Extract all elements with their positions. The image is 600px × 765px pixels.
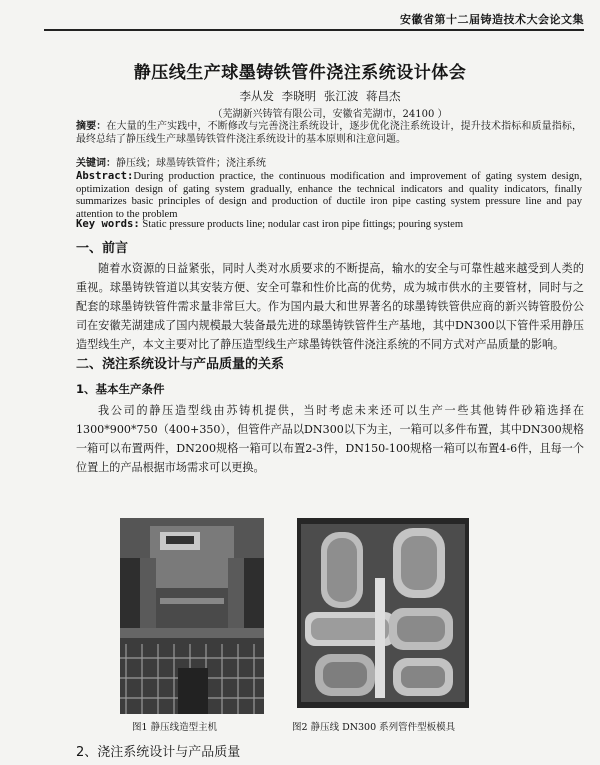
subsection-heading-gating-quality: 2、浇注系统设计与产品质量 — [76, 745, 241, 760]
header-rule — [44, 29, 584, 31]
keywords-cn-text: 静压线；球墨铸铁管件；浇注系统 — [116, 158, 266, 169]
affiliation: （芜湖新兴铸管有限公司，安徽省芜湖市，24100 ） — [212, 109, 448, 120]
keywords-en — [76, 218, 582, 232]
figure-1-caption: 图1 静压线造型主机 — [132, 722, 218, 733]
abstract-en — [76, 170, 582, 221]
basic-conditions-paragraph: 我公司的静压造型线由苏铸机提供，当时考虑未来还可以生产一些其他铸件砂箱选择在1300*900*750（400+350），但管件产品以DN300以下为主，一箱可以多件布置，其中DN300规格一箱可以布置两件，DN200规格一箱可以布置2-3件，DN150-100规格一箱可以布置4-6件，且每一个位置上的产品根据市场需求可以更换。 — [76, 404, 584, 474]
keywords-cn-label: 关键词： — [76, 158, 116, 169]
section-heading-gating-design: 二、浇注系统设计与产品质量的关系 — [76, 357, 285, 372]
introduction-paragraph: 随着水资源的日益紧张，同时人类对水质要求的不断提高，输水的安全与可靠性越来越受到人类的重视。球墨铸铁管道以其安装方便、安全可靠和性价比高的优势，成为城市供水的主要管材，同时与之配套的球墨铸铁管件需求量非常巨大。作为国内最大和世界著名的球墨铸铁管供应商的新兴铸管股份公司在安徽芜湖建成了国内规模最大装备最先进的球墨铸铁管件生产基地，其中DN300以下管件采用静压造型线生产，本文主要对比了静压造型线生产球墨铸铁管件浇注系统的不同方式对产品质量的影响。 — [76, 262, 584, 351]
abstract-cn-text: 在大量的生产实践中，不断修改与完善浇注系统设计，逐步优化浇注系统设计，提升技术指标和质量指标，最终总结了静压线生产球墨铸铁管件浇注系统设计的基本原则和注意问题。 — [76, 121, 583, 145]
abstract-en-text: During production practice, the continuous modification and improvement of gating system design, optimization design of gating system gradually, enhance the technical indicators and quality indicators, finally summarizes basic principles of design and production of ductile iron pipe casting system pressure line and pay attention to the problem — [76, 171, 582, 220]
keywords-en-text: Static pressure products line; nodular cast iron pipe fittings; pouring system — [139, 219, 464, 230]
figure-1-photo — [120, 518, 264, 714]
figure-2-photo — [297, 518, 469, 708]
abstract-cn-label: 摘要： — [76, 121, 107, 132]
authors: 李从发 李晓明 张江波 蒋昌杰 — [239, 89, 401, 103]
abstract-cn — [76, 121, 582, 146]
keywords-cn — [76, 158, 582, 171]
paper-title: 静压线生产球墨铸铁管件浇注系统设计体会 — [133, 63, 467, 83]
keywords-en-label: Key words: — [76, 218, 140, 230]
subsection-heading-basic-conditions: 1、基本生产条件 — [76, 382, 165, 396]
section-heading-introduction: 一、前言 — [76, 241, 129, 256]
abstract-en-label: Abstract: — [76, 170, 134, 182]
figure-2-caption: 图2 静压线 DN300 系列管件型板模具 — [292, 722, 456, 733]
running-head: 安徽省第十二届铸造技术大会论文集 — [400, 13, 584, 26]
